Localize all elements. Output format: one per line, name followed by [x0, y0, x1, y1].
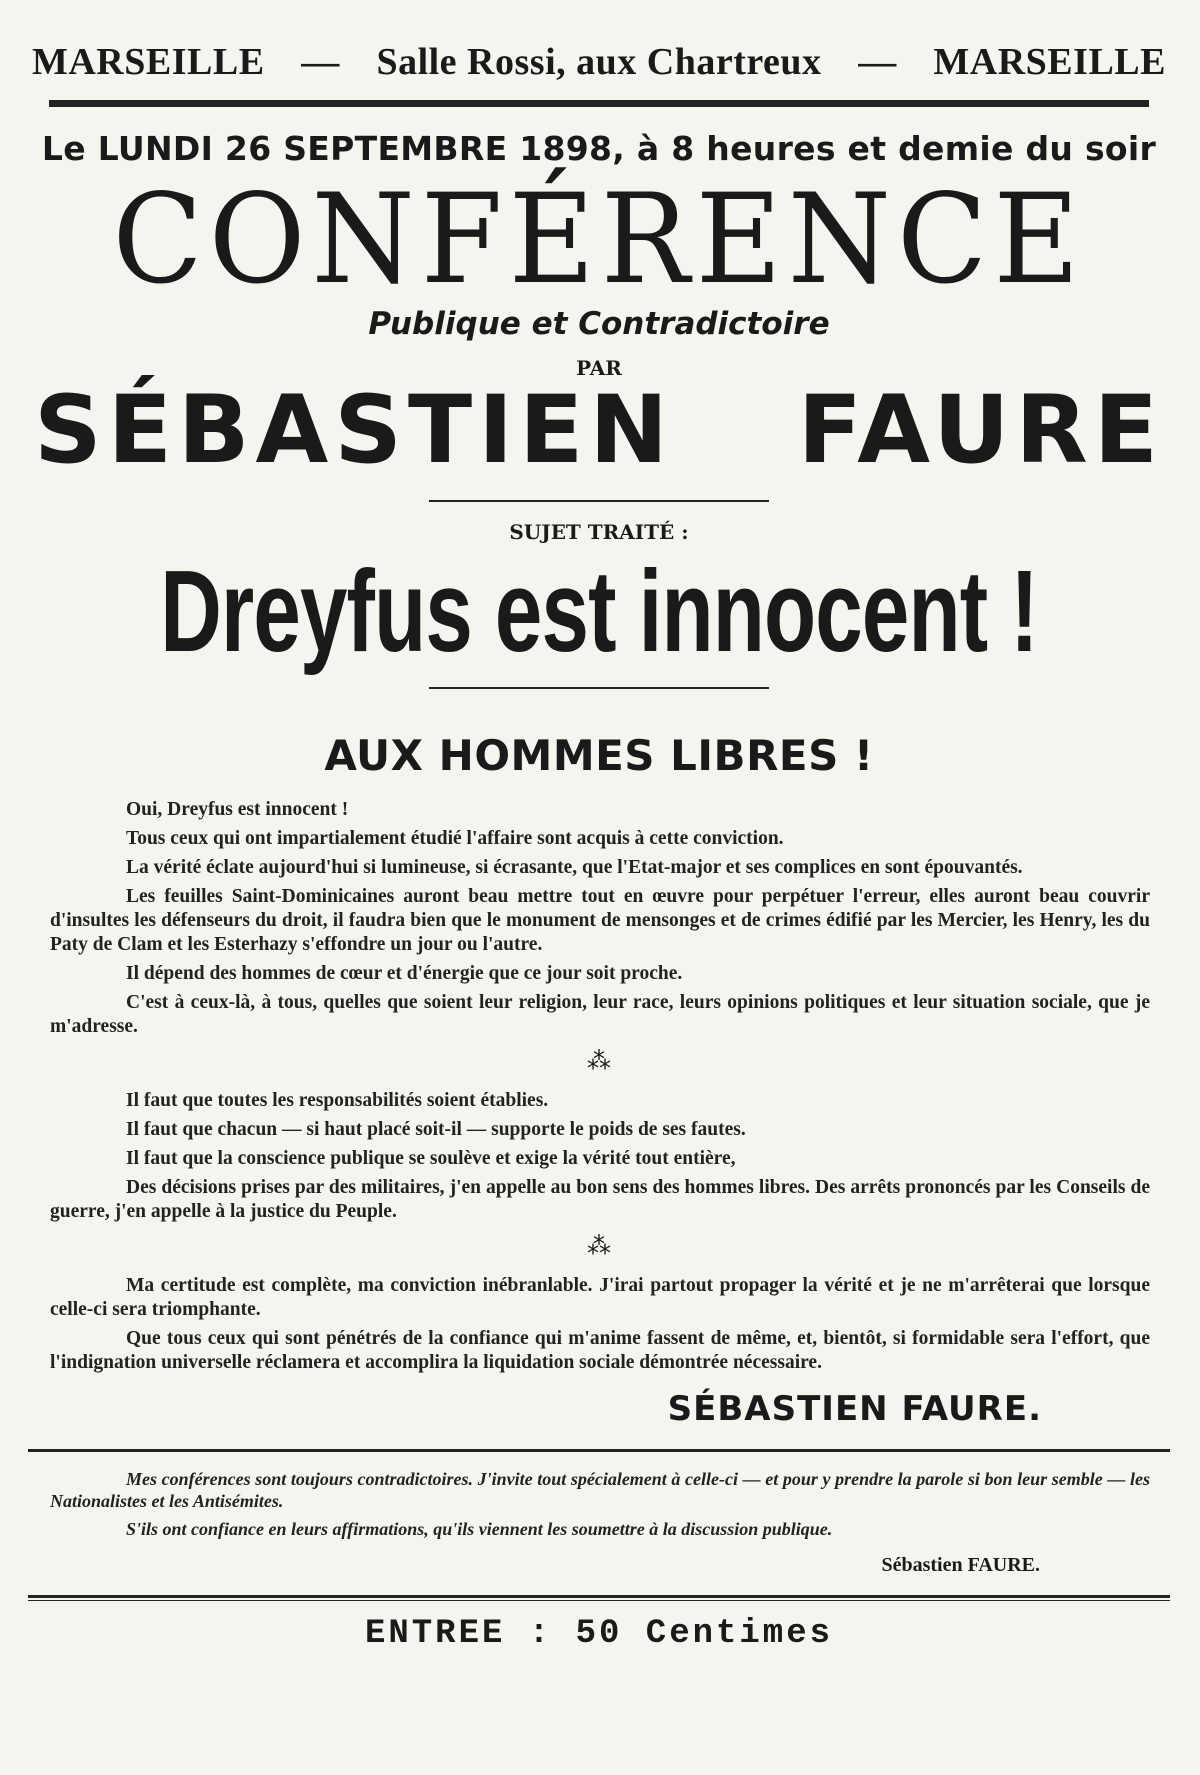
bottom-rule [28, 1595, 1170, 1601]
dash-separator: — [301, 41, 340, 83]
speaker-first-name: SÉBASTIEN [34, 376, 674, 485]
section-3 [50, 1274, 1150, 1375]
conference-subtitle: Publique et Contradictoire [368, 306, 830, 342]
city-right: MARSEILLE [933, 41, 1166, 83]
signature-first-name: SÉBASTIEN [667, 1389, 889, 1430]
section-1 [50, 798, 1150, 1039]
paragraph: Ma certitude est complète, ma conviction inébranlable. J'irai partout propager la vérité et je ne m'arrêterai que lorsque celle-ci sera triomphante. [50, 1275, 1150, 1321]
asterism-icon: ⁂ [587, 1047, 611, 1076]
paragraph: Les feuilles Saint-Dominicaines auront beau mettre tout en œuvre pour perpétuer l'erreur, elles auront beau couvrir d'insultes les défenseurs du droit, il faudra bien que le monument de mensonges et de crimes édifié par les Mercier, les Henry, les du Paty de Clam et les Esterhazy s'effondre un jour ou l'autre. [50, 886, 1150, 956]
signature-last-name: FAURE. [901, 1389, 1042, 1430]
conference-title: CONFÉRENCE [112, 166, 1086, 312]
signature [28, 1389, 1042, 1429]
paragraph: Il faut que toutes les responsabilités soient établies. [126, 1090, 549, 1112]
paragraph: Il faut que la conscience publique se soulève et exige la vérité tout entière, [126, 1148, 736, 1170]
note-paragraph: Mes conférences sont toujours contradictoires. J'invite tout spécialement à celle-ci — et pour y prendre la parole si bon leur semble — les Nationalistes et les Antisémites. [50, 1469, 1150, 1512]
paragraph: La vérité éclate aujourd'hui si lumineuse, si écrasante, que l'Etat-major et ses complices en sont épouvantés. [126, 857, 1023, 879]
venue-header [28, 40, 1170, 84]
venue-name: Salle Rossi, aux Chartreux [376, 41, 822, 83]
date-line: Le LUNDI 26 SEPTEMBRE 1898, à 8 heures et demie du soir [41, 129, 1157, 168]
paragraph: Il dépend des hommes de cœur et d'énergie que ce jour soit proche. [126, 963, 683, 985]
paragraph: Il faut que chacun — si haut placé soit-il — supporte le poids de ses fautes. [126, 1119, 746, 1141]
speaker-last-name: FAURE [797, 376, 1164, 485]
subject-label: SUJET TRAITÉ : [509, 520, 689, 544]
paragraph: C'est à ceux-là, à tous, quelles que soient leur religion, leur race, leurs opinions politiques et leur situation sociale, que je m'adresse. [50, 992, 1150, 1038]
notes [50, 1468, 1150, 1540]
section-2 [50, 1089, 1150, 1224]
asterism-icon: ⁂ [587, 1232, 611, 1261]
par-label: PAR [576, 356, 622, 380]
headline: Dreyfus est innocent ! [160, 546, 1038, 677]
speaker-name [28, 376, 1170, 485]
header-rule [49, 100, 1149, 107]
notes-signature: Sébastien FAURE. [881, 1554, 1040, 1577]
paragraph: Que tous ceux qui sont pénétrés de la confiance qui m'anime fassent de même, et, bientôt, si formidable sera l'effort, que l'indignation universelle réclamera et accomplira la liquidation sociale démontrée nécessaire. [50, 1328, 1150, 1374]
footer-rule [28, 1449, 1170, 1452]
headline-rule [429, 687, 769, 689]
note-paragraph: S'ils ont confiance en leurs affirmations, qu'ils viennent les soumettre à la discussion publique. [126, 1519, 833, 1540]
city-left: MARSEILLE [32, 41, 265, 83]
dash-separator: — [858, 41, 897, 83]
paragraph: Des décisions prises par des militaires, j'en appelle au bon sens des hommes libres. Des arrêts prononcés par les Conseils de guerre, j'en appelle à la justice du Peuple. [50, 1177, 1150, 1223]
aux-heading: AUX HOMMES LIBRES ! [324, 731, 874, 781]
speaker-rule [429, 500, 769, 502]
paragraph: Oui, Dreyfus est innocent ! [126, 799, 349, 821]
entry-price: ENTREE : 50 Centimes [364, 1615, 834, 1654]
paragraph: Tous ceux qui ont impartialement étudié l'affaire sont acquis à cette conviction. [126, 828, 784, 850]
